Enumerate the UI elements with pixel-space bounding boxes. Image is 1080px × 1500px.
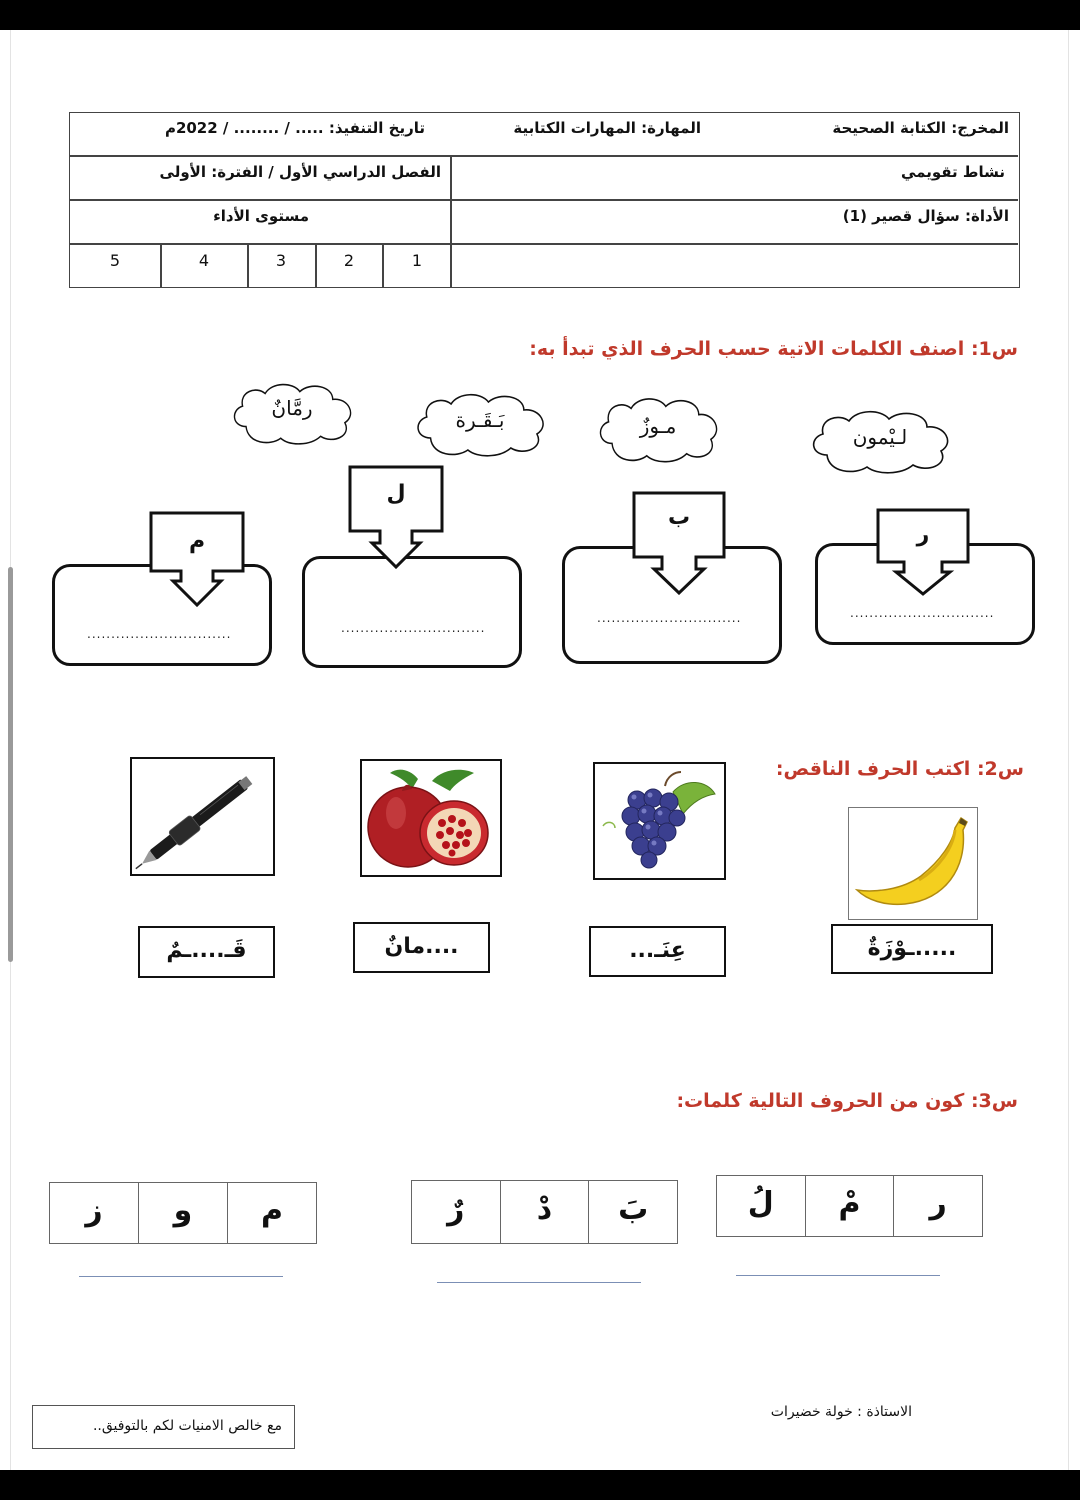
- q2-title: [776, 758, 1024, 780]
- answer-line[interactable]: [437, 1282, 641, 1283]
- letter-callout-ra: [876, 508, 970, 596]
- letter-callout-mim: [149, 511, 245, 607]
- callout-letter: ب: [667, 505, 691, 530]
- cloud-word: بَـقَـرة: [455, 408, 505, 432]
- col-divider: [382, 243, 384, 287]
- pencil-image: [130, 757, 275, 876]
- col-divider: [160, 243, 162, 287]
- grapes-icon: [595, 764, 724, 878]
- letter-cell: ر: [893, 1176, 982, 1236]
- word-cloud: [410, 388, 550, 458]
- letter-cell: دْ: [500, 1181, 589, 1243]
- level-2: 2: [343, 251, 355, 270]
- letter-cell: بَ: [588, 1181, 677, 1243]
- letter-grid-1: [716, 1175, 983, 1237]
- q3-number: س3:: [970, 1090, 1018, 1112]
- outcome-label: المخرج: الكتابة الصحيحة: [832, 119, 1009, 137]
- page-edge-right: [1068, 30, 1069, 1470]
- word-box-grapes[interactable]: عِنَـ...: [589, 926, 726, 977]
- answer-line[interactable]: [79, 1276, 283, 1277]
- term-label: الفصل الدراسي الأول / الفترة: الأولى: [159, 163, 441, 181]
- cloud-word: مـوزٌ: [639, 414, 677, 438]
- q2-text: اكتب الحرف الناقص:: [775, 758, 971, 780]
- answer-dots: ..............................: [850, 606, 995, 620]
- answer-dots: ..............................: [341, 621, 486, 635]
- letter-callout-lam: [348, 465, 444, 569]
- word-box-banana[interactable]: .....ـوْزَةٌ: [831, 924, 993, 974]
- level-4: 4: [198, 251, 210, 270]
- word-box-pomegranate[interactable]: ....مانٌ: [353, 922, 490, 973]
- letter-cell: مْ: [805, 1176, 894, 1236]
- q1-title: [529, 338, 1018, 360]
- answer-box-lam[interactable]: [302, 556, 522, 668]
- callout-letter: م: [188, 529, 206, 554]
- activity-label: نشاط تقويمي: [900, 163, 1005, 181]
- down-arrow-icon: [149, 511, 245, 607]
- letter-grid-2: [411, 1180, 678, 1244]
- q1-number: س1:: [970, 338, 1018, 360]
- q3-text: كون من الحروف التالية كلمات:: [676, 1090, 965, 1112]
- letter-cell: و: [138, 1183, 227, 1243]
- row-divider: [70, 199, 1018, 201]
- word-cloud: [593, 392, 723, 464]
- q2-number: س2:: [976, 758, 1024, 780]
- letter-cell: لُ: [747, 1186, 774, 1221]
- row-divider: [70, 155, 1018, 157]
- grapes-image: [593, 762, 726, 880]
- word-cloud: [805, 405, 955, 475]
- col-divider: [450, 155, 452, 287]
- wishes-box: مع خالص الامنيات لكم بالتوفيق..: [32, 1405, 295, 1449]
- banana-image: [848, 807, 978, 920]
- col-divider: [315, 243, 317, 287]
- bottom-bar: [0, 1470, 1080, 1500]
- skill-label: المهارة: المهارات الكتابية: [513, 119, 701, 137]
- letter-cell: م: [227, 1183, 316, 1243]
- q3-title: [676, 1090, 1018, 1112]
- level-1: 1: [411, 251, 423, 270]
- word-cloud: [227, 378, 357, 446]
- col-divider: [247, 243, 249, 287]
- pomegranate-image: [360, 759, 502, 877]
- callout-letter: ل: [386, 481, 406, 506]
- top-bar: [0, 0, 1080, 30]
- callout-letter: ر: [916, 522, 930, 547]
- row-divider: [70, 243, 1018, 245]
- q1-text: اصنف الكلمات الاتية حسب الحرف الذي تبدأ به:: [529, 338, 965, 360]
- performance-label: مستوى الأداء: [213, 207, 309, 225]
- scrollbar[interactable]: [8, 567, 13, 962]
- answer-dots: ..............................: [597, 611, 742, 625]
- letter-cell: رٌ: [447, 1192, 465, 1227]
- letter-cell: ز: [85, 1193, 103, 1228]
- pomegranate-icon: [362, 761, 500, 875]
- teacher-name: الاستاذة : خولة خضيرات: [770, 1404, 912, 1420]
- word-box-pencil[interactable]: قَـ....ـمٌ: [138, 926, 275, 978]
- level-3: 3: [275, 251, 287, 270]
- level-5: 5: [109, 251, 121, 270]
- pencil-icon: [132, 759, 273, 874]
- letter-grid-3: [49, 1182, 317, 1244]
- tool-label: الأداة: سؤال قصير (1): [842, 207, 1009, 225]
- header-table: [69, 112, 1020, 288]
- banana-icon: [849, 808, 977, 919]
- cloud-word: رمَّانٌ: [271, 396, 313, 420]
- answer-dots: ..............................: [87, 627, 232, 641]
- answer-line[interactable]: [736, 1275, 940, 1276]
- letter-callout-ba: [632, 491, 726, 595]
- cloud-word: لـيْمون: [852, 425, 908, 449]
- date-label: تاريخ التنفيذ: ..... / ........ / 2022م: [164, 119, 425, 137]
